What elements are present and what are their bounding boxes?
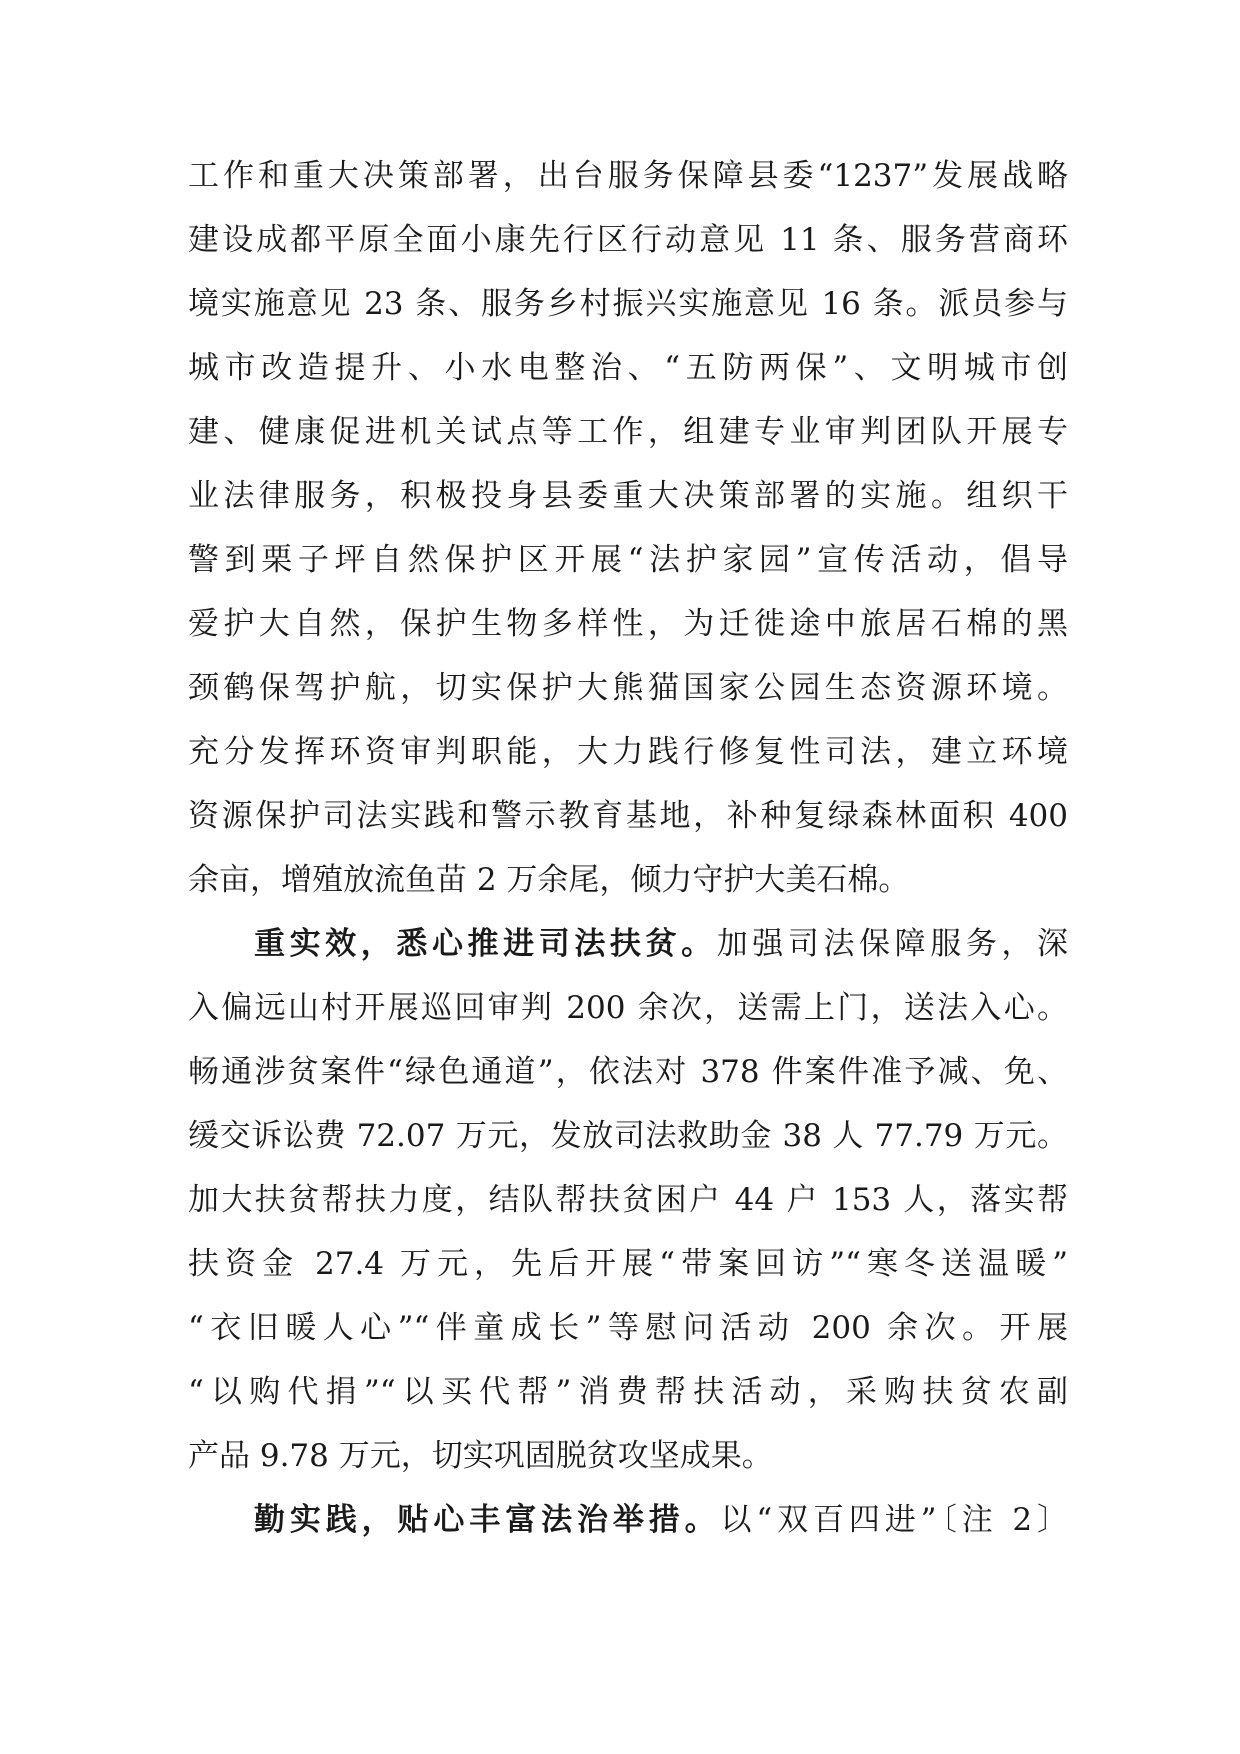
- text-line: 境实施意见 23 条、服务乡村振兴实施意见 16 条。派员参与: [188, 286, 1068, 322]
- text-line: 建、健康促进机关试点等工作，组建专业审判团队开展专: [188, 414, 1068, 450]
- text-line: 城市改造提升、小水电整治、“五防两保”、文明城市创: [188, 350, 1068, 386]
- text-line: 爱护大自然，保护生物多样性，为迁徙途中旅居石棉的黑: [188, 606, 1068, 642]
- text-line: 产品 9.78 万元，切实巩固脱贫攻坚成果。: [188, 1438, 773, 1474]
- text-line: 建设成都平原全面小康先行区行动意见 11 条、服务营商环: [188, 222, 1068, 258]
- text-line: 入偏远山村开展巡回审判 200 余次，送需上门，送法入心。: [188, 990, 1068, 1026]
- paragraph-heading: 重实效，悉心推进司法扶贫。: [254, 926, 717, 962]
- text-line: 缓交诉讼费 72.07 万元，发放司法救助金 38 人 77.79 万元。: [188, 1118, 1068, 1154]
- text-line: 畅通涉贫案件“绿色通道”，依法对 378 件案件准予减、免、: [188, 1054, 1068, 1090]
- text-line: 警到栗子坪自然保护区开展“法护家园”宣传活动，倡导: [188, 542, 1068, 578]
- text-line: 余亩，增殖放流鱼苗 2 万余尾，倾力守护大美石棉。: [188, 862, 910, 898]
- paragraph-first-line: [188, 1488, 1068, 1552]
- text-line: 加大扶贫帮扶力度，结队帮扶贫困户 44 户 153 人，落实帮: [188, 1182, 1068, 1218]
- text-line: “以购代捐”“以买代帮”消费帮扶活动，采购扶贫农副: [188, 1374, 1068, 1410]
- text-line: 扶资金 27.4 万元，先后开展“带案回访”“寒冬送温暖”: [188, 1246, 1068, 1282]
- text-line: 颈鹤保驾护航，切实保护大熊猫国家公园生态资源环境。: [188, 670, 1068, 706]
- text-line: 工作和重大决策部署，出台服务保障县委“1237”发展战略: [188, 158, 1068, 194]
- text-line: 充分发挥环资审判职能，大力践行修复性司法，建立环境: [188, 734, 1068, 770]
- text-line: 业法律服务，积极投身县委重大决策部署的实施。组织干: [188, 478, 1068, 514]
- text-line: 资源保护司法实践和警示教育基地，补种复绿森林面积 400: [188, 798, 1068, 834]
- text-line: “衣旧暖人心”“伴童成长”等慰问活动 200 余次。开展: [188, 1310, 1068, 1346]
- text-run: 加强司法保障服务，深: [716, 926, 1069, 962]
- paragraph-heading: 勤实践，贴心丰富法治举措。: [254, 1502, 721, 1538]
- paragraph-first-line: [188, 912, 1068, 976]
- text-run: 以“双百四进”〔注 2〕: [720, 1502, 1068, 1538]
